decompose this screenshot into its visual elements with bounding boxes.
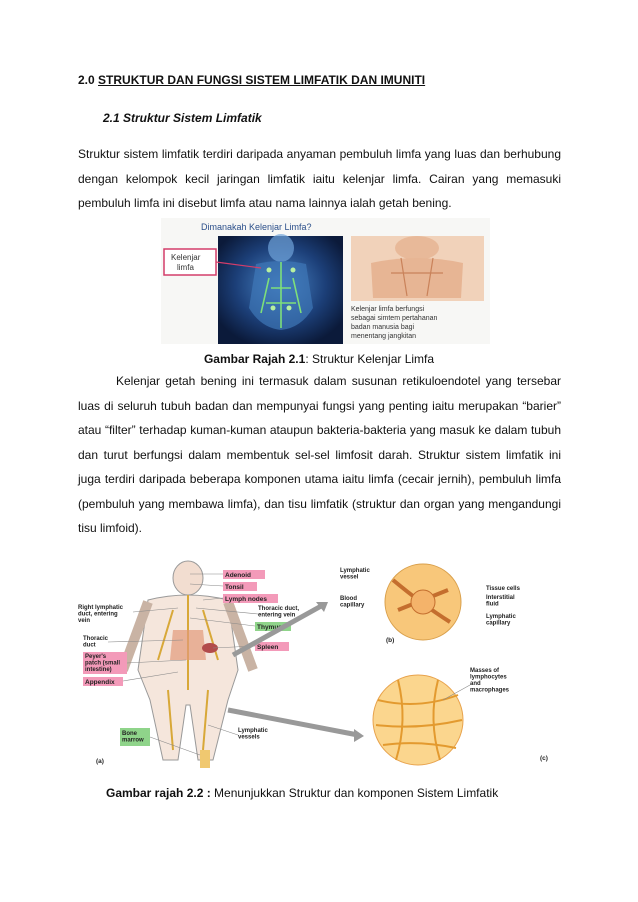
left-label-line-2: limfa (177, 263, 194, 272)
figure-1-title: Dimanakah Kelenjar Limfa? (201, 222, 312, 232)
paragraph-1: Struktur sistem limfatik terdiri daripada anyaman pembuluh limfa yang luas dan berhubung dengan kelompok kecil jaringan limfatik iaitu kelenjar limfa. Cairan yang memasuki pembuluh limfa ini disebut limfa atau nama lainnya ialah getah bening. (78, 147, 561, 210)
figure-1-illustration (161, 218, 490, 344)
figure-2-caption-text: Menunjukkan Struktur dan komponen Sistem Limfatik (210, 786, 499, 800)
lymph-nodes-label: Lymph nodes (225, 596, 268, 603)
lymphatic-vessels-label: Lymphatic vessels (238, 728, 268, 741)
thoracic-duct-label: Thoracic duct (83, 636, 109, 649)
panel-c-label: (c) (540, 755, 548, 762)
figure-1-caption-text: : Struktur Kelenjar Limfa (305, 352, 435, 366)
subsection-heading: 2.1 Struktur Sistem Limfatik (103, 111, 262, 125)
bone-marrow-label: Bone marrow (122, 731, 144, 744)
chest-shape (371, 258, 463, 298)
section-title: STRUKTUR DAN FUNGSI SISTEM LIMFATIK DAN IMUNITI (98, 73, 426, 87)
lymph-node-circle (373, 675, 463, 765)
paragraph-2 (78, 369, 561, 541)
figure-2-illustration (78, 560, 561, 770)
spleen-label: Spleen (257, 644, 279, 651)
right-label-line-1: Kelenjar limfa berfungsi (351, 306, 425, 313)
lymphatic-capillary-label: Lymphatic capillary (486, 614, 516, 627)
lymph-node-dot (271, 306, 276, 311)
appendix-label: Appendix (85, 679, 115, 686)
peyers-label: Peyer's patch (small intestine) (85, 654, 121, 673)
figure-1-caption-bold: Gambar Rajah 2.1 (203, 352, 306, 366)
figure-2 (78, 560, 561, 770)
section-number: 2.0 (78, 73, 95, 87)
adenoid-label: Adenoid (225, 572, 251, 579)
left-label-line-1: Kelenjar (171, 253, 201, 262)
head-shape (268, 234, 294, 262)
masses-label: Masses of lymphocytes and macrophages (470, 668, 510, 694)
bone-marrow-shape (200, 750, 210, 768)
lymph-capillary-shape (411, 590, 435, 614)
section-heading (78, 73, 425, 87)
panel-b-label: (b) (386, 637, 395, 644)
figure-1 (161, 218, 490, 344)
right-label-line-2: sebagai simtem pertahanan (351, 315, 438, 322)
interstitial-label: Interstitial fluid (486, 595, 515, 608)
arrowhead-c (354, 729, 364, 742)
figure-1-caption (0, 352, 638, 366)
thoracic-entering-label: Thoracic duct, entering vein (258, 606, 300, 619)
thymus-label: Thymus (257, 624, 282, 631)
tissue-cells-label: Tissue cells (486, 586, 520, 592)
organs (170, 630, 206, 660)
figure-2-caption-bold: Gambar rajah 2.2 : (106, 786, 211, 800)
panel-a-label: (a) (96, 758, 104, 765)
lymph-node-dot (267, 268, 272, 273)
right-lymphatic-label: Right lymphatic duct, entering vein (78, 605, 124, 624)
body-head (173, 561, 203, 595)
lymph-node-dot (291, 268, 296, 273)
tonsil-label: Tonsil (225, 584, 244, 591)
lymph-node-dot (287, 306, 292, 311)
right-label-line-3: badan manusia bagi (351, 324, 415, 331)
paragraph-2-text: Kelenjar getah bening ini termasuk dalam susunan retikuloendotel yang tersebar luas di seluruh tubuh badan dan mempunyai fungsi yang penting iaitu merupakan “barier” atau “filter” terhadap kuman-kuman ataupun bakteria-bakteria yang masuk ke dalam tubuh dan turut berfungsi dalam membentuk sel-sel limfosit darah. Struktur sistem limfatik ini juga terdiri daripada beberapa komponen utama iaitu limfa (cecair jernih), pembuluh limfa (pembuluh yang membawa limfa), dan tisu limfatik (struktur dan organ yang mengandungi tisu limfoid). (78, 374, 561, 535)
right-label-line-4: menentang jangkitan (351, 333, 416, 340)
lymphatic-vessel-label: Lymphatic vessel (340, 568, 370, 581)
neck-shape (395, 236, 439, 260)
figure-2-caption (106, 786, 498, 800)
blood-capillary-label: Blood capillary (340, 596, 365, 609)
